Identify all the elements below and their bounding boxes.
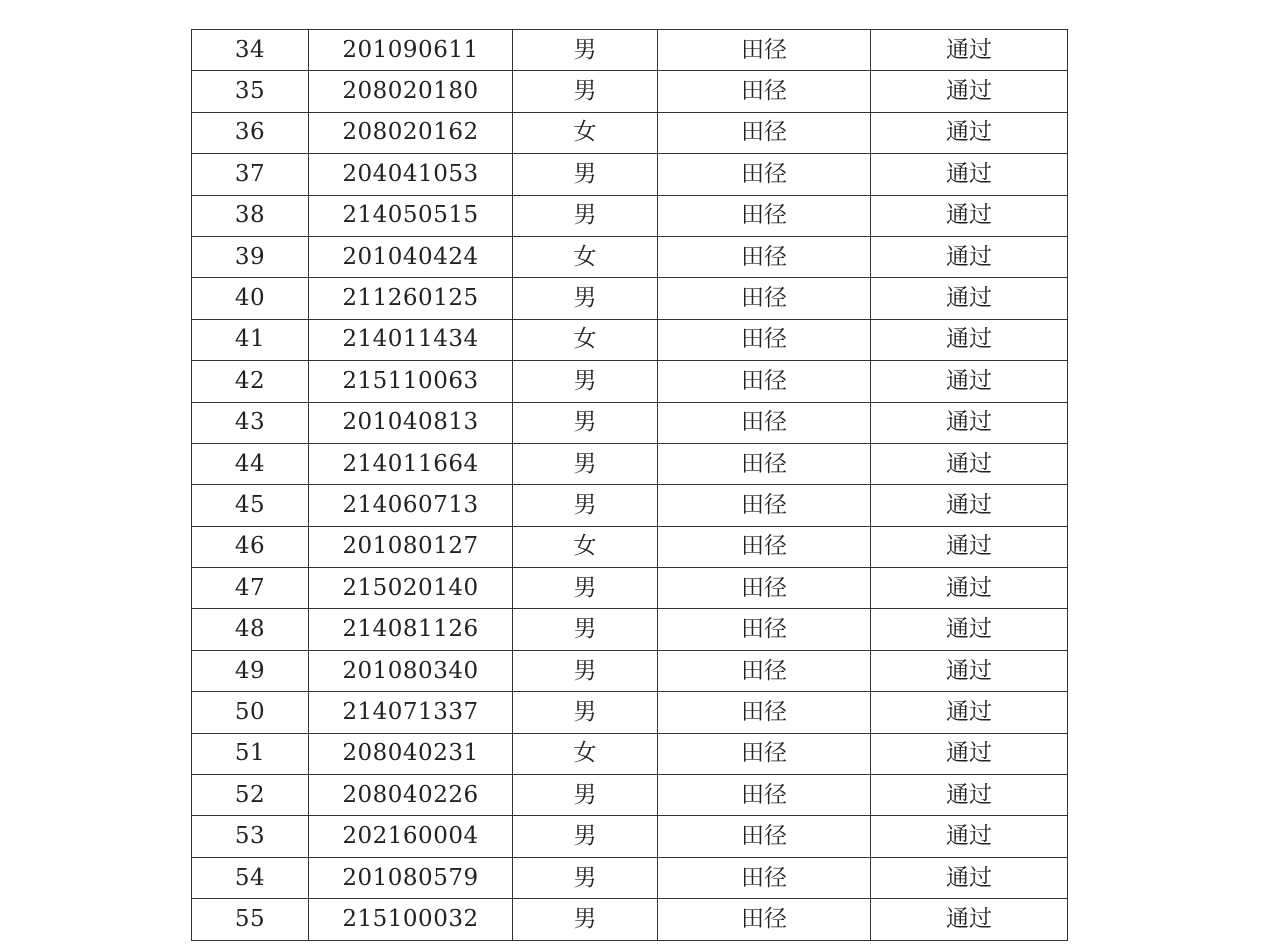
cell-row-number: 39 xyxy=(192,236,309,277)
cell-student-id: 208040231 xyxy=(309,733,513,774)
cell-student-id: 215110063 xyxy=(309,361,513,402)
cell-gender: 男 xyxy=(513,278,658,319)
cell-sport: 田径 xyxy=(658,692,871,733)
cell-gender: 女 xyxy=(513,236,658,277)
cell-student-id: 214081126 xyxy=(309,609,513,650)
cell-row-number: 36 xyxy=(192,112,309,153)
cell-result: 通过 xyxy=(871,485,1068,526)
cell-gender: 男 xyxy=(513,485,658,526)
cell-student-id: 211260125 xyxy=(309,278,513,319)
cell-sport: 田径 xyxy=(658,71,871,112)
cell-gender: 女 xyxy=(513,319,658,360)
cell-sport: 田径 xyxy=(658,816,871,857)
cell-sport: 田径 xyxy=(658,568,871,609)
cell-gender: 男 xyxy=(513,816,658,857)
cell-sport: 田径 xyxy=(658,733,871,774)
cell-sport: 田径 xyxy=(658,485,871,526)
cell-result: 通过 xyxy=(871,154,1068,195)
table-row xyxy=(192,112,1068,153)
cell-result: 通过 xyxy=(871,650,1068,691)
table-row xyxy=(192,609,1068,650)
cell-row-number: 45 xyxy=(192,485,309,526)
cell-row-number: 43 xyxy=(192,402,309,443)
table-row xyxy=(192,402,1068,443)
table-row xyxy=(192,775,1068,816)
cell-sport: 田径 xyxy=(658,361,871,402)
cell-result: 通过 xyxy=(871,195,1068,236)
cell-result: 通过 xyxy=(871,775,1068,816)
cell-result: 通过 xyxy=(871,319,1068,360)
cell-gender: 女 xyxy=(513,526,658,567)
cell-sport: 田径 xyxy=(658,319,871,360)
cell-student-id: 201080340 xyxy=(309,650,513,691)
cell-student-id: 201090611 xyxy=(309,30,513,71)
cell-row-number: 38 xyxy=(192,195,309,236)
cell-student-id: 215100032 xyxy=(309,899,513,940)
cell-gender: 男 xyxy=(513,650,658,691)
cell-result: 通过 xyxy=(871,236,1068,277)
table-row xyxy=(192,526,1068,567)
cell-sport: 田径 xyxy=(658,30,871,71)
cell-row-number: 34 xyxy=(192,30,309,71)
cell-student-id: 208040226 xyxy=(309,775,513,816)
cell-row-number: 55 xyxy=(192,899,309,940)
cell-student-id: 214060713 xyxy=(309,485,513,526)
cell-student-id: 201080579 xyxy=(309,857,513,898)
cell-gender: 男 xyxy=(513,195,658,236)
cell-gender: 男 xyxy=(513,692,658,733)
cell-row-number: 52 xyxy=(192,775,309,816)
cell-row-number: 47 xyxy=(192,568,309,609)
cell-row-number: 40 xyxy=(192,278,309,319)
cell-sport: 田径 xyxy=(658,775,871,816)
cell-sport: 田径 xyxy=(658,526,871,567)
cell-student-id: 201080127 xyxy=(309,526,513,567)
cell-result: 通过 xyxy=(871,361,1068,402)
cell-sport: 田径 xyxy=(658,609,871,650)
cell-result: 通过 xyxy=(871,692,1068,733)
cell-student-id: 201040813 xyxy=(309,402,513,443)
table-row xyxy=(192,816,1068,857)
cell-result: 通过 xyxy=(871,816,1068,857)
table-row xyxy=(192,568,1068,609)
table-row xyxy=(192,692,1068,733)
cell-student-id: 214050515 xyxy=(309,195,513,236)
cell-row-number: 42 xyxy=(192,361,309,402)
cell-result: 通过 xyxy=(871,112,1068,153)
cell-row-number: 50 xyxy=(192,692,309,733)
cell-gender: 男 xyxy=(513,402,658,443)
cell-student-id: 214071337 xyxy=(309,692,513,733)
cell-gender: 女 xyxy=(513,112,658,153)
cell-sport: 田径 xyxy=(658,236,871,277)
cell-result: 通过 xyxy=(871,443,1068,484)
cell-result: 通过 xyxy=(871,402,1068,443)
cell-row-number: 41 xyxy=(192,319,309,360)
cell-sport: 田径 xyxy=(658,195,871,236)
cell-student-id: 201040424 xyxy=(309,236,513,277)
cell-result: 通过 xyxy=(871,733,1068,774)
results-table-body xyxy=(192,30,1068,941)
cell-gender: 女 xyxy=(513,733,658,774)
cell-gender: 男 xyxy=(513,568,658,609)
results-table xyxy=(191,29,1068,941)
cell-student-id: 208020180 xyxy=(309,71,513,112)
table-row xyxy=(192,857,1068,898)
table-row xyxy=(192,319,1068,360)
cell-row-number: 37 xyxy=(192,154,309,195)
table-row xyxy=(192,278,1068,319)
table-row xyxy=(192,154,1068,195)
cell-sport: 田径 xyxy=(658,112,871,153)
cell-student-id: 208020162 xyxy=(309,112,513,153)
cell-sport: 田径 xyxy=(658,857,871,898)
cell-row-number: 35 xyxy=(192,71,309,112)
cell-sport: 田径 xyxy=(658,402,871,443)
cell-gender: 男 xyxy=(513,609,658,650)
cell-sport: 田径 xyxy=(658,154,871,195)
cell-result: 通过 xyxy=(871,30,1068,71)
cell-gender: 男 xyxy=(513,775,658,816)
cell-result: 通过 xyxy=(871,526,1068,567)
cell-gender: 男 xyxy=(513,71,658,112)
cell-student-id: 204041053 xyxy=(309,154,513,195)
cell-gender: 男 xyxy=(513,443,658,484)
cell-row-number: 48 xyxy=(192,609,309,650)
table-row xyxy=(192,361,1068,402)
table-row xyxy=(192,485,1068,526)
table-row xyxy=(192,195,1068,236)
cell-student-id: 214011434 xyxy=(309,319,513,360)
cell-row-number: 54 xyxy=(192,857,309,898)
cell-gender: 男 xyxy=(513,857,658,898)
cell-result: 通过 xyxy=(871,609,1068,650)
table-row xyxy=(192,443,1068,484)
cell-result: 通过 xyxy=(871,899,1068,940)
cell-student-id: 202160004 xyxy=(309,816,513,857)
cell-sport: 田径 xyxy=(658,443,871,484)
cell-gender: 男 xyxy=(513,899,658,940)
cell-sport: 田径 xyxy=(658,278,871,319)
table-row xyxy=(192,650,1068,691)
table-row xyxy=(192,733,1068,774)
cell-result: 通过 xyxy=(871,857,1068,898)
cell-sport: 田径 xyxy=(658,899,871,940)
cell-row-number: 49 xyxy=(192,650,309,691)
cell-row-number: 46 xyxy=(192,526,309,567)
cell-row-number: 51 xyxy=(192,733,309,774)
cell-gender: 男 xyxy=(513,361,658,402)
cell-student-id: 214011664 xyxy=(309,443,513,484)
cell-result: 通过 xyxy=(871,278,1068,319)
table-row xyxy=(192,71,1068,112)
table-row xyxy=(192,899,1068,940)
cell-student-id: 215020140 xyxy=(309,568,513,609)
cell-row-number: 44 xyxy=(192,443,309,484)
cell-result: 通过 xyxy=(871,71,1068,112)
cell-result: 通过 xyxy=(871,568,1068,609)
cell-sport: 田径 xyxy=(658,650,871,691)
cell-row-number: 53 xyxy=(192,816,309,857)
table-row xyxy=(192,236,1068,277)
table-row xyxy=(192,30,1068,71)
cell-gender: 男 xyxy=(513,30,658,71)
cell-gender: 男 xyxy=(513,154,658,195)
